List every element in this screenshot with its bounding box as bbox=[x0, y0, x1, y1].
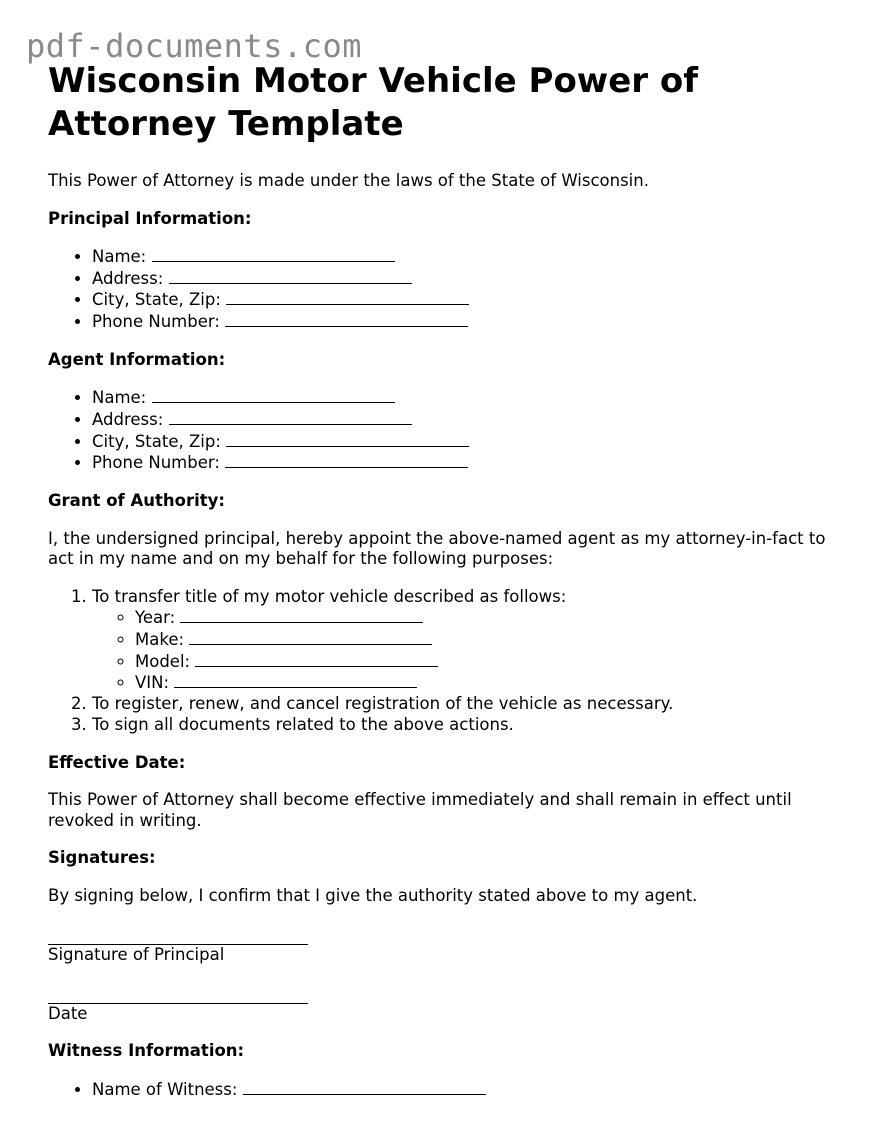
vehicle-vin-field: ◦ VIN: bbox=[135, 672, 848, 694]
blank-line[interactable] bbox=[169, 409, 412, 425]
effective-date-text: This Power of Attorney shall become effective immediately and shall remain in effect until revoked in writing. bbox=[48, 790, 792, 830]
witness-fields-list bbox=[48, 1079, 848, 1101]
watermark: pdf-documents.com bbox=[26, 27, 363, 65]
intro-text: This Power of Attorney is made under the laws of the State of Wisconsin. bbox=[48, 171, 649, 190]
grant-item: 2. To register, renew, and cancel registration of the vehicle as necessary. bbox=[92, 694, 848, 715]
principal-name-field: • Name: bbox=[92, 246, 848, 268]
blank-line[interactable] bbox=[169, 268, 412, 284]
witness-heading: Witness Information: bbox=[48, 1041, 245, 1061]
blank-line[interactable] bbox=[180, 607, 423, 623]
blank-line[interactable] bbox=[195, 651, 438, 667]
date-label: Date bbox=[48, 1003, 88, 1023]
blank-line[interactable] bbox=[189, 629, 432, 645]
agent-address-field: • Address: bbox=[92, 409, 848, 431]
blank-line[interactable] bbox=[226, 289, 469, 305]
signatures-heading: Signatures: bbox=[48, 848, 156, 868]
grant-heading: Grant of Authority: bbox=[48, 491, 225, 511]
grant-item: 3. To sign all documents related to the above actions. bbox=[92, 715, 848, 736]
blank-line[interactable] bbox=[225, 452, 468, 468]
principal-signature-label: Signature of Principal bbox=[48, 945, 225, 965]
blank-line[interactable] bbox=[243, 1079, 486, 1095]
vehicle-model-field: ◦ Model: bbox=[135, 651, 848, 673]
blank-line[interactable] bbox=[225, 311, 468, 327]
agent-name-field: • Name: bbox=[92, 387, 848, 409]
principal-address-field: • Address: bbox=[92, 268, 848, 290]
principal-phone-field: • Phone Number: bbox=[92, 311, 848, 333]
principal-city-state-zip-field: • City, State, Zip: bbox=[92, 289, 848, 311]
grant-item: 1. To transfer title of my motor vehicle described as follows: ◦ Year: ◦ Make: ◦ Model: ◦ VIN: bbox=[92, 587, 848, 695]
vehicle-make-field: ◦ Make: bbox=[135, 629, 848, 651]
effective-date-heading: Effective Date: bbox=[48, 752, 186, 772]
vehicle-year-field: ◦ Year: bbox=[135, 607, 848, 629]
blank-line[interactable] bbox=[226, 431, 469, 447]
agent-city-state-zip-field: • City, State, Zip: bbox=[92, 431, 848, 453]
witness-name-field: • Name of Witness: bbox=[92, 1079, 848, 1101]
blank-line[interactable] bbox=[152, 246, 395, 262]
agent-phone-field: • Phone Number: bbox=[92, 452, 848, 474]
grant-items-list bbox=[48, 587, 848, 736]
agent-fields-list bbox=[48, 387, 848, 474]
grant-text: I, the undersigned principal, hereby appoint the above-named agent as my attorney-in-fact to act in my name and on my behalf for the following purposes: bbox=[48, 528, 826, 569]
document-page bbox=[48, 60, 848, 1100]
blank-line[interactable] bbox=[152, 387, 395, 403]
principal-heading: Principal Information: bbox=[48, 208, 252, 228]
signatures-text: By signing below, I confirm that I give the authority stated above to my agent. bbox=[48, 885, 698, 905]
agent-heading: Agent Information: bbox=[48, 349, 226, 369]
vehicle-fields-list bbox=[92, 607, 848, 694]
principal-fields-list bbox=[48, 246, 848, 333]
blank-line[interactable] bbox=[174, 672, 417, 688]
document-title: Wisconsin Motor Vehicle Power of Attorney Template bbox=[48, 61, 699, 144]
